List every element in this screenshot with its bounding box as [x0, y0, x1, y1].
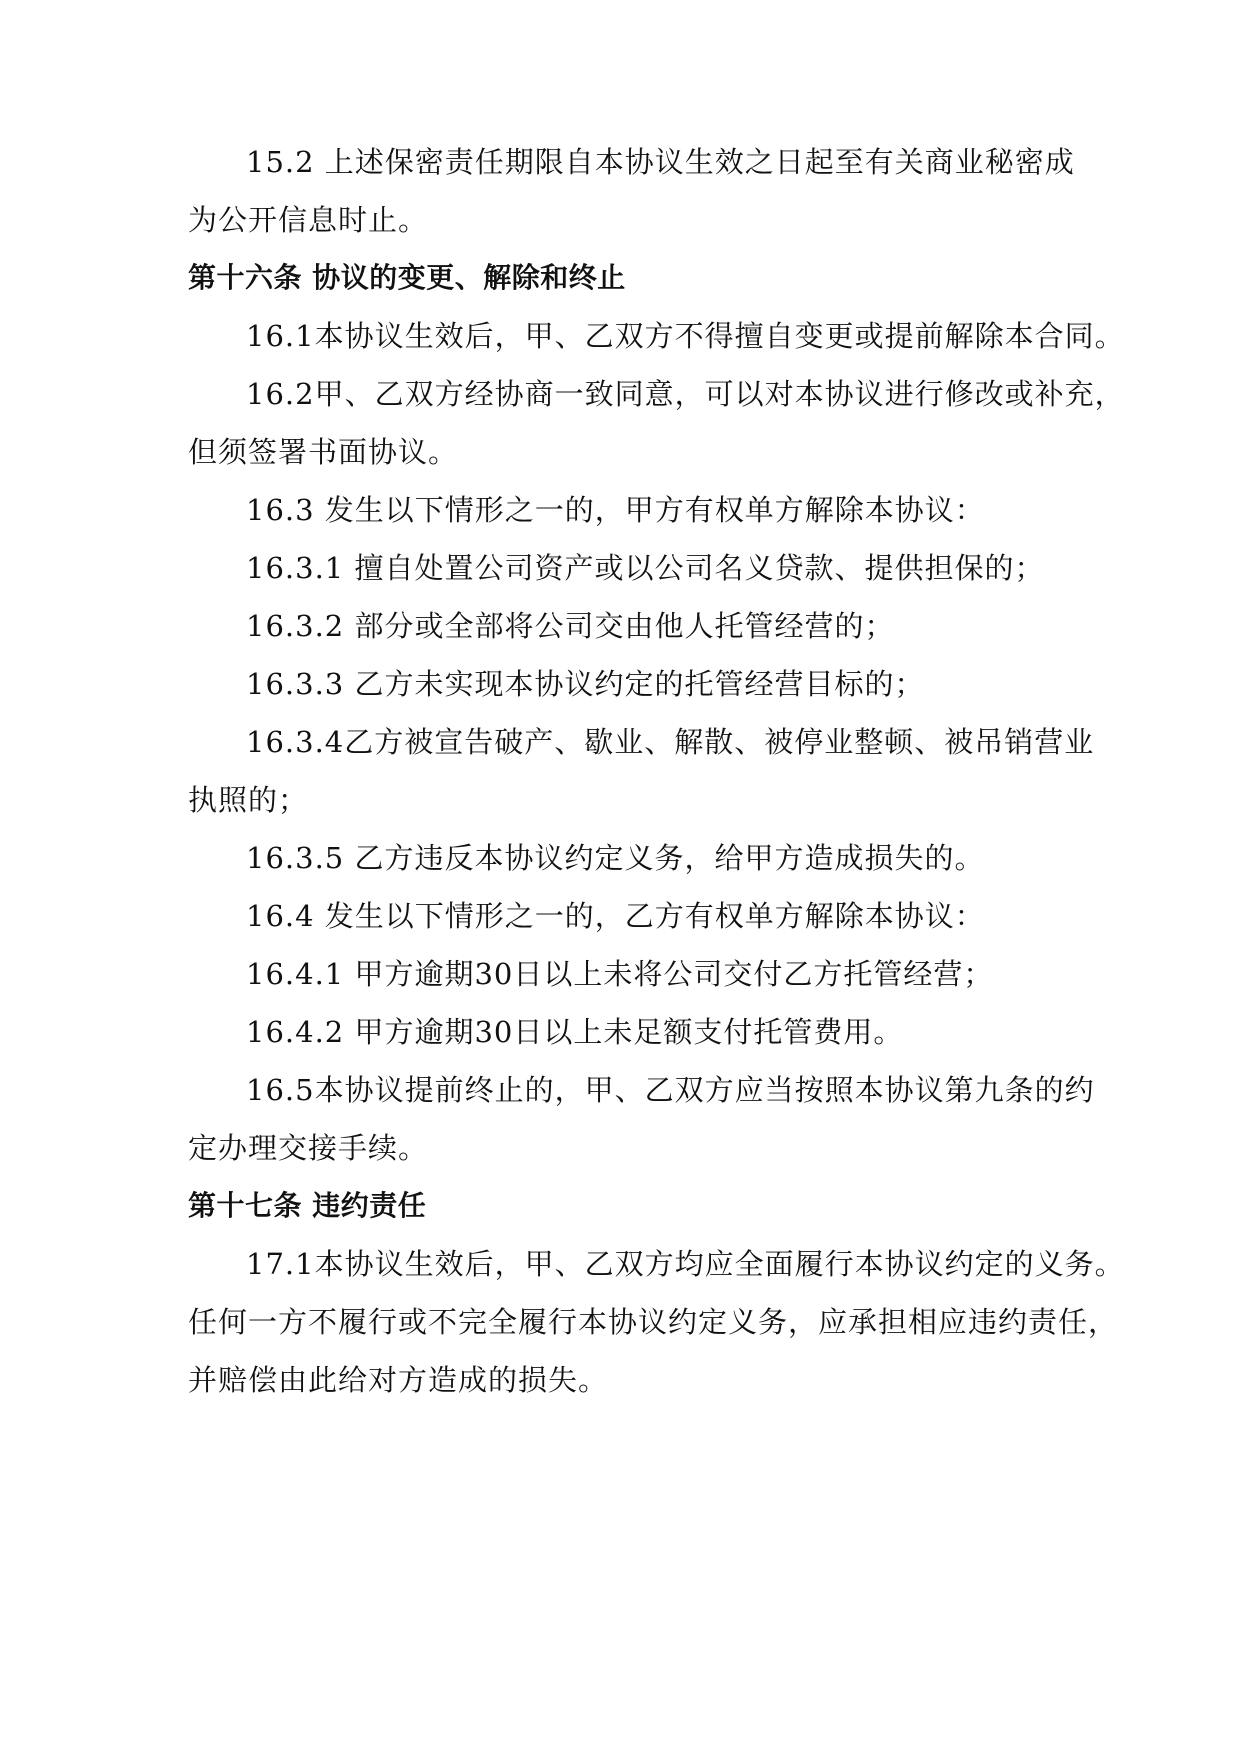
- clause-16-2-line-2: 但须签署书面协议。: [188, 435, 459, 469]
- clause-16-3-4-line-2: 执照的；: [188, 783, 309, 817]
- clause-16-3-4-line-1: 16.3.4乙方被宣告破产、歇业、解散、被停业整顿、被吊销营业: [246, 725, 1095, 759]
- clause-16-4-2: 16.4.2 甲方逾期30日以上未足额支付托管费用。: [246, 1015, 904, 1049]
- clause-16-3-5: 16.3.5 乙方违反本协议约定义务，给甲方造成损失的。: [246, 841, 985, 875]
- clause-16-3-2: 16.3.2 部分或全部将公司交由他人托管经营的；: [246, 609, 895, 643]
- clause-15-2-line-1: 15.2 上述保密责任期限自本协议生效之日起至有关商业秘密成: [246, 145, 1075, 179]
- clause-16-4: 16.4 发生以下情形之一的，乙方有权单方解除本协议：: [246, 899, 985, 933]
- clause-16-3-3: 16.3.3 乙方未实现本协议约定的托管经营目标的；: [246, 667, 925, 701]
- clause-15-2-line-2: 为公开信息时止。: [188, 203, 429, 237]
- clause-16-3: 16.3 发生以下情形之一的，甲方有权单方解除本协议：: [246, 493, 985, 527]
- clause-16-4-1: 16.4.1 甲方逾期30日以上未将公司交付乙方托管经营；: [246, 957, 994, 991]
- clause-17-1-line-2: 任何一方不履行或不完全履行本协议约定义务，应承担相应违约责任，: [188, 1305, 1119, 1339]
- clause-16-5-line-2: 定办理交接手续。: [188, 1131, 429, 1165]
- article-16-heading: 第十六条 协议的变更、解除和终止: [188, 261, 626, 294]
- clause-16-2-line-1: 16.2甲、乙双方经协商一致同意，可以对本协议进行修改或补充，: [246, 377, 1125, 411]
- clause-16-5-line-1: 16.5本协议提前终止的，甲、乙双方应当按照本协议第九条的约: [246, 1073, 1095, 1107]
- clause-17-1-line-1: 17.1本协议生效后，甲、乙双方均应全面履行本协议约定的义务。: [246, 1247, 1125, 1281]
- clause-16-1: 16.1本协议生效后，甲、乙双方不得擅自变更或提前解除本合同。: [246, 319, 1125, 353]
- clause-17-1-line-3: 并赔偿由此给对方造成的损失。: [188, 1363, 609, 1397]
- clause-16-3-1: 16.3.1 擅自处置公司资产或以公司名义贷款、提供担保的；: [246, 551, 1045, 585]
- article-17-heading: 第十七条 违约责任: [188, 1189, 427, 1222]
